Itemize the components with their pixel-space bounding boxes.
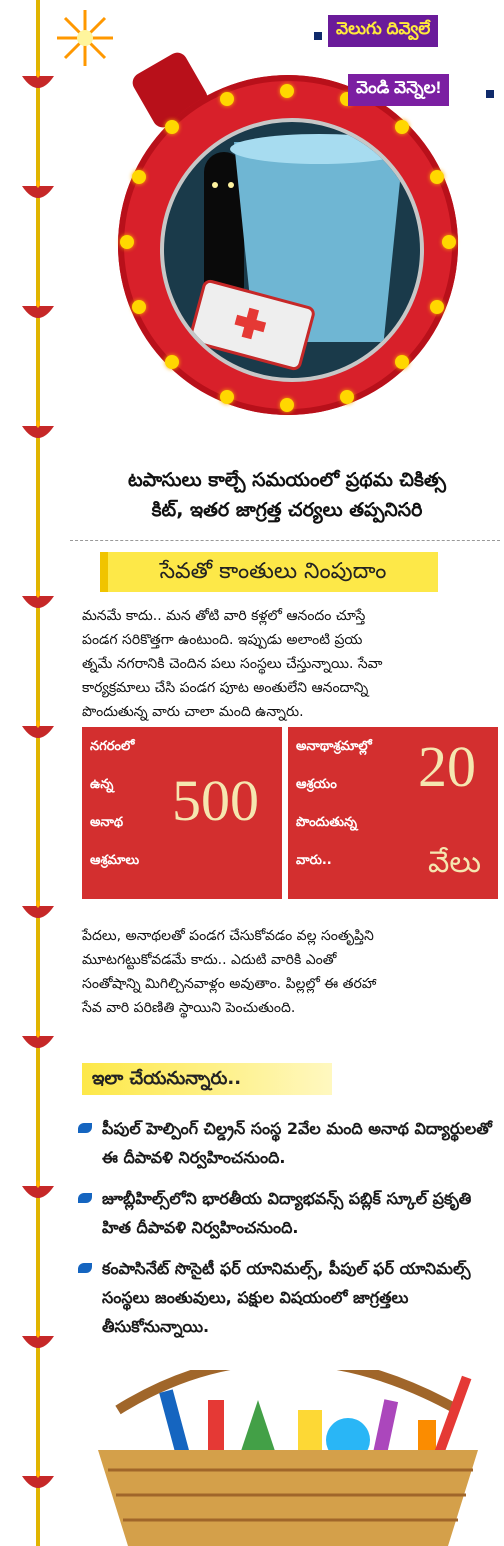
stat-label: ఉన్న <box>90 777 114 792</box>
list-item-text: జూబ్లీహిల్స్‌లోని భారతీయ విద్యాభవన్స్ పబ్లిక్ స్కూల్ ప్రకృతి హిత దీపావళి నిర్వహించనుంది. <box>102 1189 472 1237</box>
stat-label: వారు.. <box>296 853 332 868</box>
cracker-basket-illustration <box>78 1370 498 1546</box>
bucket-rim <box>230 134 408 164</box>
diya-icon <box>20 180 56 204</box>
tag-marker <box>486 90 494 98</box>
safety-scene <box>160 118 424 382</box>
text-line: త్నమే నగరానికి చెందిన పలు సంస్థలు చేస్తున్నాయి. సేవా <box>82 656 383 672</box>
diya-icon <box>20 420 56 444</box>
light-bulb <box>395 355 409 369</box>
diya-icon <box>20 1180 56 1204</box>
stat-label: అనాథాశ్రమాల్లో <box>296 739 372 754</box>
bullet-icon <box>78 1123 92 1133</box>
list-item-text: కంపాసినేట్ సొసైటీ ఫర్ యానిమల్స్, పీపుల్ ఫర్ యానిమల్స్ సంస్థలు జంతువులు, పక్షుల విషయంలో జాగ్రత్తలు తీసుకోనున్నాయి. <box>102 1259 471 1336</box>
light-bulb <box>165 120 179 134</box>
diya-icon <box>20 900 56 924</box>
glow-eye <box>212 182 218 188</box>
stat-label: అనాథ <box>90 815 124 830</box>
light-bulb <box>430 300 444 314</box>
stat-label: ఆశ్రయం <box>296 777 337 792</box>
list-item <box>78 1114 498 1172</box>
text-line: మనమే కాదు.. మన తోటి వారి కళ్లలో ఆనందం చూస్తే <box>82 608 366 624</box>
text-line: సేవ వారి పరిణితి స్థాయిని పెంచుతుంది. <box>82 1000 296 1016</box>
stat-number: 20 <box>418 734 476 799</box>
diya-icon <box>20 1030 56 1054</box>
list-item <box>78 1184 498 1242</box>
red-cross-icon <box>232 305 269 342</box>
stats-panel <box>82 727 498 899</box>
stat-label: పొందుతున్న <box>296 815 357 830</box>
tag-line-2: వెండి వెన్నెల! <box>348 74 449 106</box>
light-bulb <box>430 170 444 184</box>
light-bulb <box>280 84 294 98</box>
light-bulb <box>220 390 234 404</box>
paragraph-intro <box>82 604 494 724</box>
light-bulb <box>132 300 146 314</box>
plans-list <box>78 1114 498 1353</box>
section-heading: ఇలా చేయనున్నారు.. <box>82 1063 332 1095</box>
stat-orphanages <box>82 727 282 899</box>
diya-icon <box>20 1330 56 1354</box>
diya-icon <box>20 590 56 614</box>
list-item-text: పీపుల్ హెల్పింగ్ చిల్డ్రన్ సంస్థ 2వేల మంది అనాథ విద్యార్థులతో ఈ దీపావళి నిర్వహించనుంది. <box>102 1119 492 1167</box>
light-bulb <box>442 235 456 249</box>
bullet-icon <box>78 1263 92 1273</box>
headline <box>82 465 492 525</box>
stat-unit: వేలు <box>428 845 481 880</box>
stat-number: 500 <box>172 768 259 833</box>
light-bulb <box>280 398 294 412</box>
text-line: సంతోషాన్ని మిగిల్చినవాళ్లం అవుతాం. పిల్లల్లో ఈ తరహా <box>82 976 377 992</box>
headline-line-1: టపాసులు కాల్చే సమయంలో ప్రథమ చికిత్స <box>127 469 446 491</box>
light-bulb <box>340 390 354 404</box>
diya-icon <box>20 70 56 94</box>
tag-line-1: వెలుగు దివ్వెలే <box>328 15 438 47</box>
stat-label: ఆశ్రమాలు <box>90 853 140 868</box>
divider <box>70 540 500 541</box>
stat-label: నగరంలో <box>90 739 135 754</box>
spark-icon <box>55 8 115 68</box>
diya-icon <box>20 720 56 744</box>
light-bulb <box>165 355 179 369</box>
headline-line-2: కిట్, ఇతర జాగ్రత్త చర్యలు తప్పనిసరి <box>151 499 423 521</box>
left-garland <box>36 0 40 1546</box>
glow-eye <box>228 182 234 188</box>
text-line: పండగ సరికొత్తగా ఉంటుంది. ఇప్పుడు అలాంటి ప్రయ <box>82 632 363 648</box>
subheading: సేవతో కాంతులు నింపుదాం <box>100 552 438 592</box>
text-line: పేదలు, అనాథలతో పండగ చేసుకోవడం వల్ల సంతృప్తిని <box>82 928 374 944</box>
diya-icon <box>20 300 56 324</box>
light-bulb <box>220 92 234 106</box>
light-bulb <box>395 120 409 134</box>
bullet-icon <box>78 1193 92 1203</box>
list-item <box>78 1254 498 1341</box>
light-bulb <box>132 170 146 184</box>
stat-residents <box>288 727 498 899</box>
text-line: మూటగట్టుకోవడమే కాదు.. ఎదుటి వారికి ఎంతో <box>82 952 337 968</box>
light-bulb <box>120 235 134 249</box>
tag-marker <box>314 32 322 40</box>
text-line: కార్యక్రమాలు చేసి పండగ పూట అంతులేని ఆనందాన్ని <box>82 680 369 696</box>
paragraph-benefit <box>82 924 494 1020</box>
text-line: పొందుతున్న వారు చాలా మంది ఉన్నారు. <box>82 704 304 720</box>
diya-icon <box>20 1470 56 1494</box>
